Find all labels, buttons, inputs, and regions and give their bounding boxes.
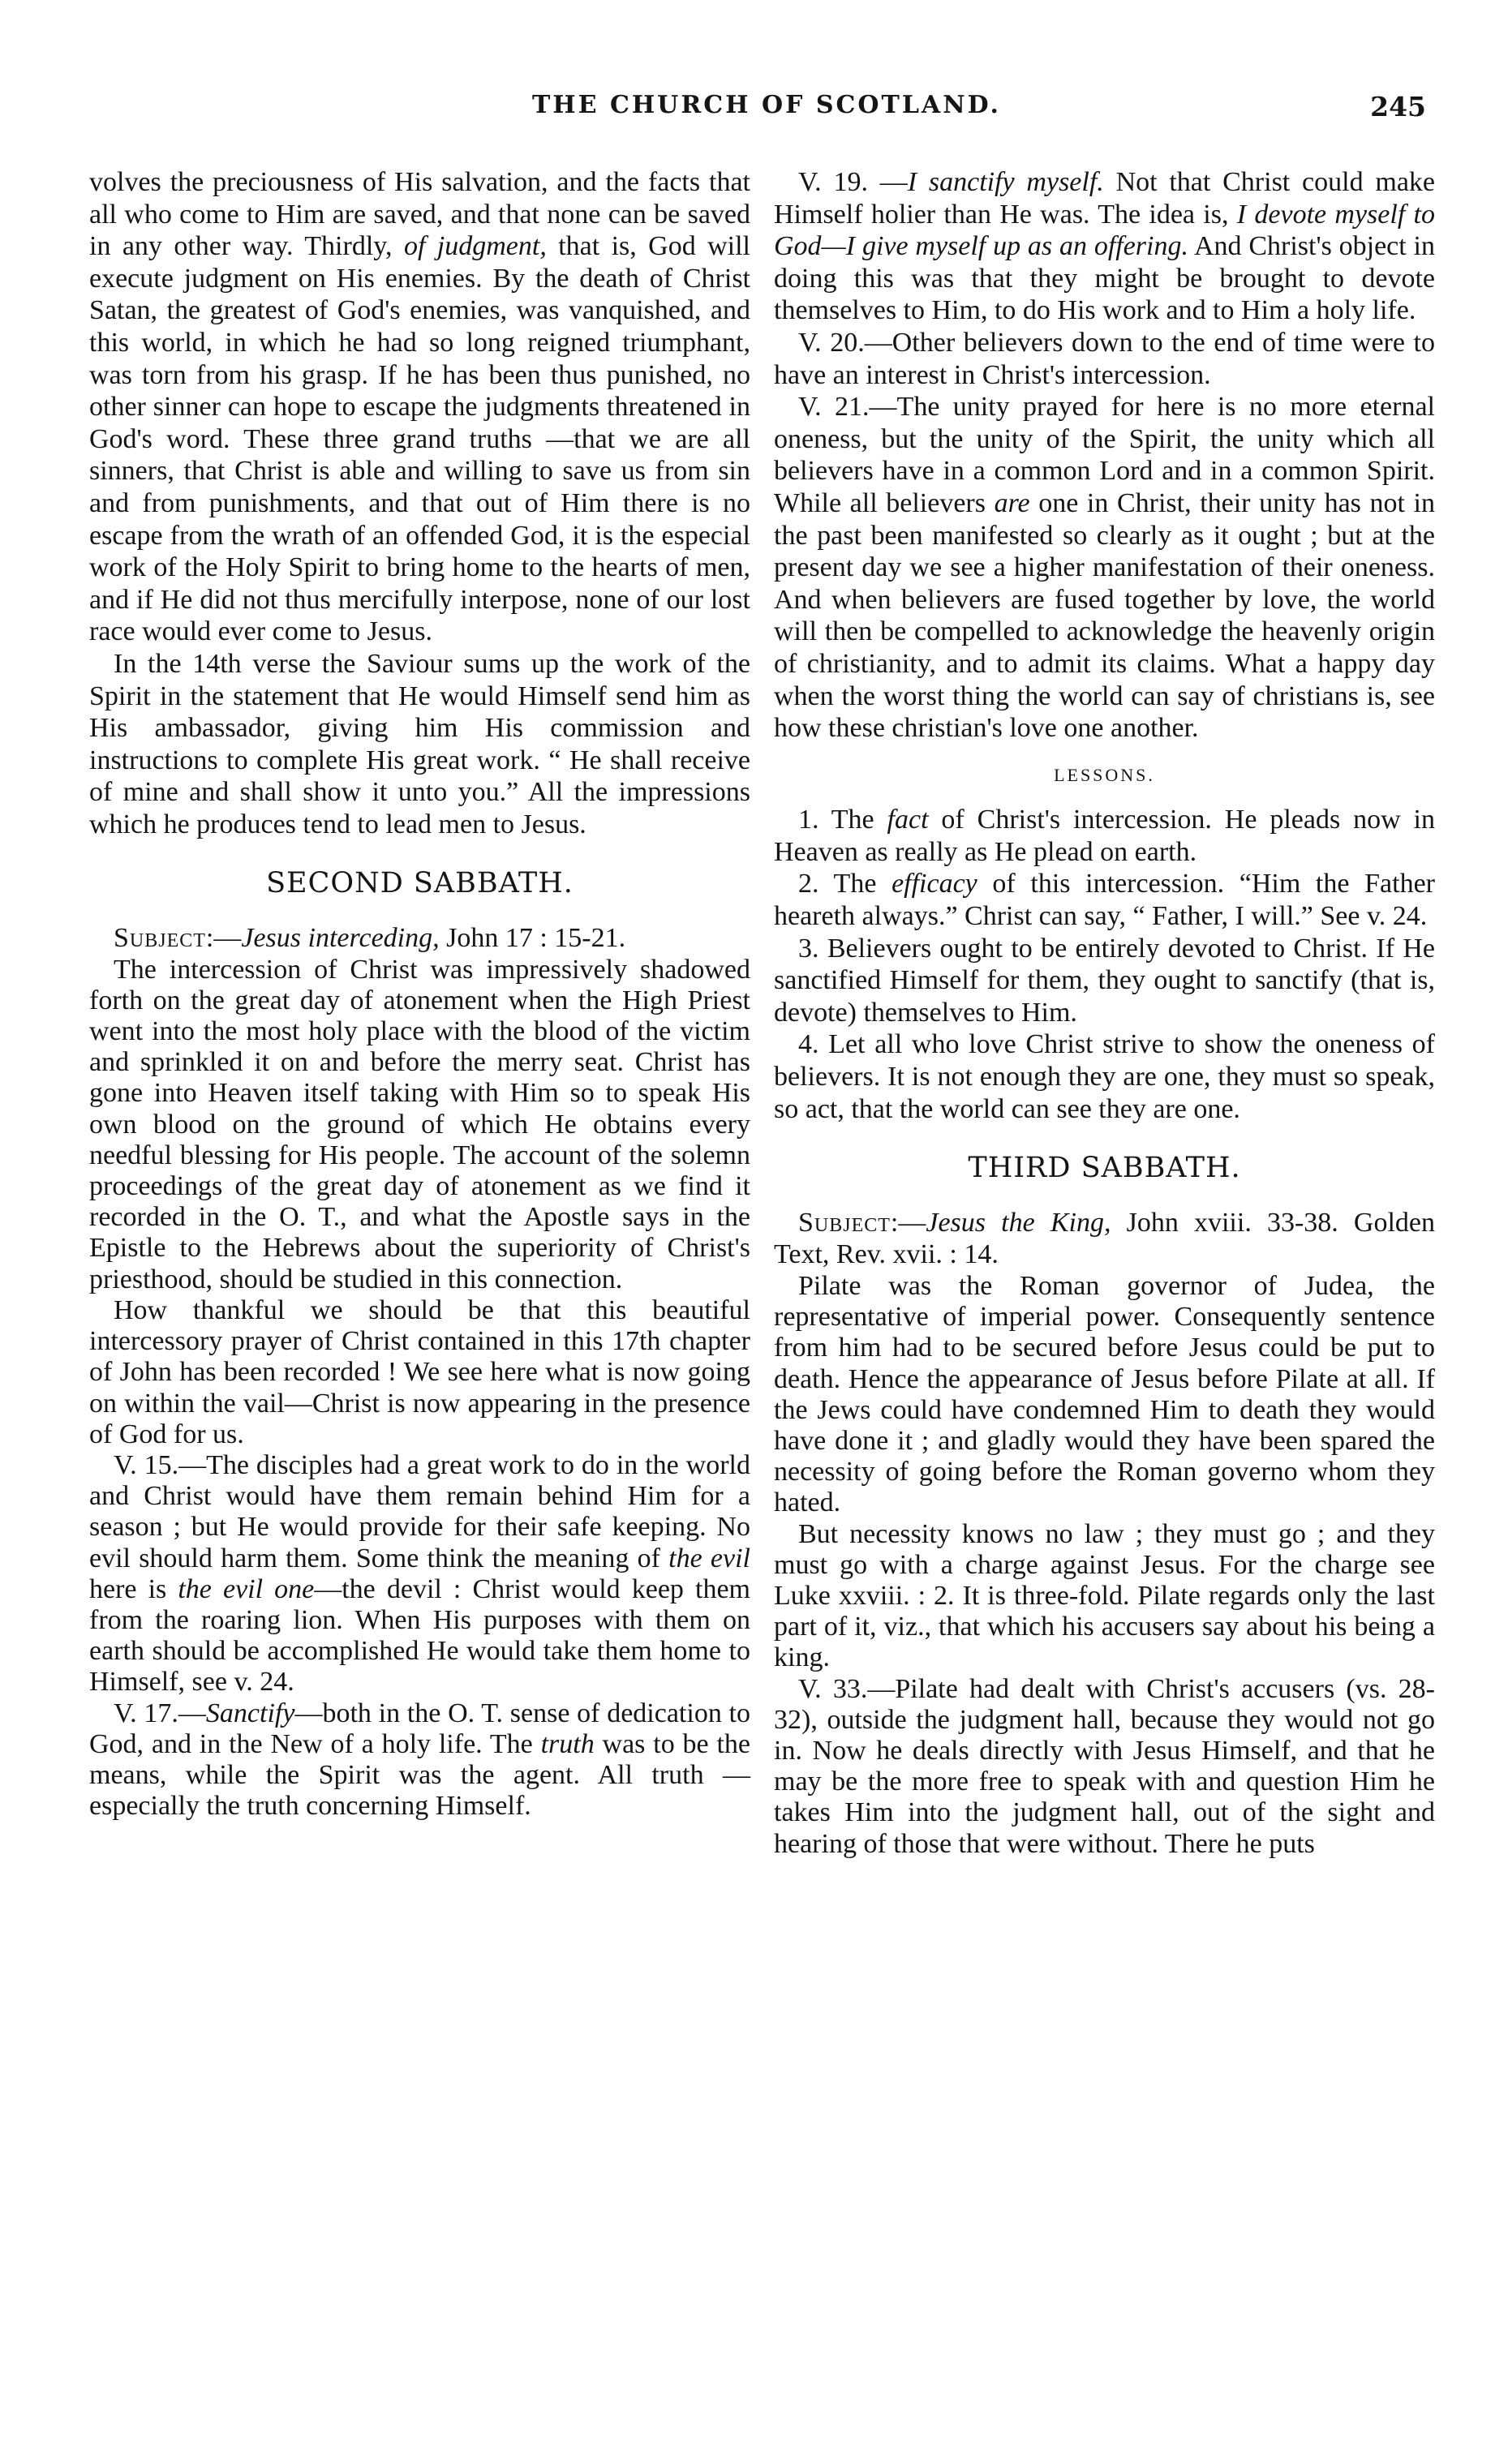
- subject-reference: John 17 : 15-21.: [439, 923, 626, 954]
- italic-run: efficacy: [891, 869, 977, 899]
- italic-run: of judgment,: [403, 231, 547, 262]
- italic-run: Sanctify: [205, 1698, 295, 1728]
- italic-run: fact: [887, 805, 929, 835]
- text-run: that is, God will execute judgment on His enemies. By the death of Christ Satan, the greatest of God's enemies, was vanquished, and this world, in which he had so long reigned triumphant, was torn from his grasp. If he has been thus punished, no other sinner can hope to escape the judgments threatened in God's word. These three grand truths —that we are all sinners, that Christ is able and willing to save us from sin and from punishments, and that out of Him there is no escape from the wrath of an offended God, it is the especial work of the Holy Spirit to bring home to the hearts of men, and if He did not thus mercifully interpose, none of our lost race would ever come to Jesus.: [89, 231, 750, 647]
- text-run: —both in the O. T. sense of dedication to God, and in the New of a holy life. The: [89, 1698, 751, 1759]
- running-head: [89, 91, 1444, 131]
- section-heading-second-sabbath: SECOND SABBATH.: [266, 867, 574, 900]
- paragraph: [774, 391, 1435, 745]
- text-run: of this intercession. “Him the Father heareth always.” Christ can say, “ Father, I will.” See v. 24.: [774, 869, 1435, 932]
- text-run: V. 15.—The disciples had a great work to do in the world and Christ would have them remain behind Him for a season ; but He would provide for their safe keeping. No evil should harm them. Some think the meaning of: [89, 1449, 750, 1573]
- paragraph: [89, 166, 750, 648]
- subject-label: Subject: [114, 923, 206, 954]
- paragraph: In the 14th verse the Saviour sums up the work of the Spirit in the statement that He would Himself send him as His ambassador, giving him His commission and instructions to complete His great work. “ He shall receive of mine and shall show it unto you.” All the impressions which he produces tend to lead men to Jesus.: [89, 648, 750, 839]
- italic-run: are: [994, 487, 1030, 518]
- text-run: V. 19. —: [798, 167, 908, 197]
- right-column: [774, 166, 1435, 1860]
- text-run: 2. The: [798, 869, 892, 899]
- subject-label: Subject: [798, 1207, 891, 1238]
- italic-run: the evil one: [178, 1573, 315, 1604]
- italic-run: I devote myself to God—I give myself up as an offering.: [774, 199, 1435, 262]
- text-run: —the devil : Christ would keep them from the roaring lion. When His purposes with them on earth should be accomplished He would take them home to Himself, see v. 24.: [89, 1573, 750, 1698]
- paragraph: The intercession of Christ was impressively shadowed forth on the great day of atonement when the High Priest went into the most holy place with the blood of the victim and sprinkled it on and before the merry seat. Christ has gone into Heaven itself taking with Him so to speak His own blood on the ground of which He obtains every needful blessing for His people. The account of the solemn proceedings of the great day of atonement as we find it recorded in the O. T., and what the Apostle says in the Epistle to the Hebrews about the superiority of Christ's priesthood, should be studied in this connection.: [89, 954, 750, 1294]
- paragraph: But necessity knows no law ; they must go ; and they must go with a charge against Jesus. For the charge see Luke xxviii. : 2. It is three-fold. Pilate regards only the last part of it, viz., that which his accusers say about his being a king.: [774, 1518, 1435, 1673]
- text-run: V. 17.—: [114, 1698, 206, 1728]
- text-run: volves the preciousness of His salvation, and the facts that all who come to Him are saved, and that none can be saved in any other way. Thirdly,: [89, 167, 750, 262]
- paragraph: [89, 1450, 750, 1698]
- paragraph: How thankful we should be that this beautiful intercessory prayer of Christ contained in this 17th chapter of John has been recorded ! We see here what is now going on within the vail—Christ is now appearing in the presence of God for us.: [89, 1294, 750, 1449]
- lesson-item: [774, 804, 1435, 868]
- paragraph: V. 33.—Pilate had dealt with Christ's accusers (vs. 28-32), outside the judgment hall, because they would not go in. Now he deals directly with Jesus Himself, and that he may be the more free to speak with and question Him he takes Him into the judgment hall, out of the sight and hearing of those that were without. There he puts: [774, 1673, 1435, 1859]
- text-run: one in Christ, their unity has not in the past been manifested so clearly as it ought ; but at the present day we see a higher manifestation of their oneness. And when believers are fused together by love, the world will then be compelled to acknowledge the heavenly origin of christianity, and to admit its claims. What a happy day when the worst thing the world can say of christians is, see how these christian's love one another.: [774, 487, 1435, 744]
- text-run: Not that Christ could make Himself holier than He was. The idea is,: [774, 167, 1436, 230]
- header-rule: [89, 138, 1444, 139]
- text-run: of Christ's intercession. He pleads now in Heaven as really as He plead on earth.: [774, 805, 1435, 867]
- text-run: :—: [890, 1207, 926, 1238]
- subject-topic: Jesus interceding,: [241, 923, 440, 954]
- text-run: And Christ's object in doing this was that they might be brought to devote themselves to Him, to do His work and to Him a holy life.: [774, 231, 1435, 326]
- paragraph: [774, 166, 1435, 327]
- running-title: THE CHURCH OF SCOTLAND.: [531, 91, 1002, 119]
- text-run: :—: [205, 923, 242, 954]
- italic-run: the evil: [668, 1543, 750, 1573]
- subject-line: [89, 922, 750, 955]
- text-run: V. 21.—The unity prayed for here is no more eternal oneness, but the unity of the Spirit, the unity which all believers have in a common Lord and in a common Spirit. While all believers: [774, 392, 1435, 518]
- page-number: 245: [1370, 91, 1426, 122]
- lesson-item: 4. Let all who love Christ strive to show the oneness of believers. It is not enough they are one, they must so speak, so act, that the world can see they are one.: [774, 1029, 1435, 1124]
- paragraph: [89, 1698, 750, 1822]
- text-run: 1. The: [798, 805, 887, 835]
- italic-run: I sanctify myself.: [907, 167, 1104, 197]
- lesson-item: [774, 868, 1435, 932]
- text-run: here is: [89, 1573, 178, 1604]
- text-run: was to be the means, while the Spirit was the agent. All truth —especially the truth concerning Himself.: [89, 1728, 750, 1822]
- lesson-item: 3. Believers ought to be entirely devoted to Christ. If He sanctified Himself for them, they ought to sanctify (that is, devote) themselves to Him.: [774, 933, 1435, 1028]
- subject-line: [774, 1207, 1435, 1271]
- left-column: [89, 166, 750, 1822]
- section-heading-third-sabbath: THIRD SABBATH.: [968, 1152, 1241, 1185]
- subject-topic: Jesus the King,: [926, 1207, 1111, 1238]
- lessons-heading: LESSONS.: [1054, 764, 1155, 785]
- italic-run: truth: [540, 1728, 595, 1759]
- paragraph: Pilate was the Roman governor of Judea, the representative of imperial power. Consequently sentence from him had to be secured before Jesus could be put to death. Hence the appearance of Jesus before Pilate at all. If the Jews could have condemned Him to death they would have done it ; and gladly would they have been spared the necessity of going before the Roman governo whom they hated.: [774, 1271, 1435, 1518]
- subject-reference: John xviii. 33-38. Golden Text, Rev. xvii. : 14.: [774, 1207, 1436, 1270]
- paragraph: V. 20.—Other believers down to the end of time were to have an interest in Christ's intercession.: [774, 327, 1435, 390]
